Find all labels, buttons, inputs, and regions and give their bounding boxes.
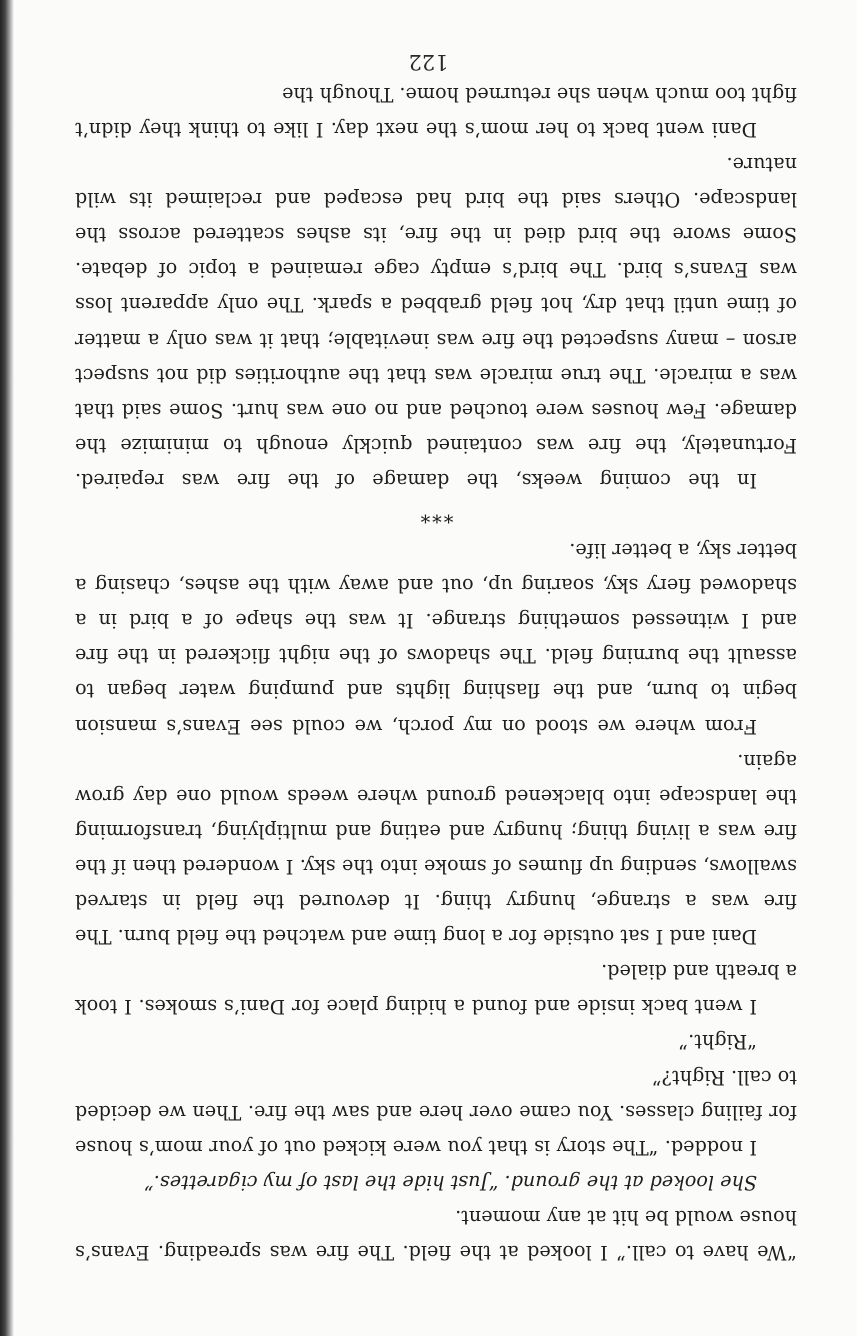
paragraph: She looked at the ground. “Just hide the last of my cigarettes.” — [143, 1170, 757, 1194]
paragraph: Dani and I sat outside for a long time and watched the field burn. The fire was a strange, hungry thing. It devoured the field in starved swallows, sending up flumes of smoke into the sky. I wondered then if the fire was a living thing; hungry and eating and multiplying, transforming the landscape into blackened ground where weeds would one day grow again. — [75, 749, 797, 949]
paragraph: I went back inside and found a hiding place for Dani’s smokes. I took a breath and dialed. — [75, 960, 797, 1019]
paragraph: “Right.” — [678, 1030, 757, 1054]
paragraph: From where we stood on my porch, we could see Evans’s mansion begin to burn, and the flashing lights and pumping water began to assault the burning field. The shadows of the night flickered in the fire and I witnessed something strange. It was the shape of a bird in a shadowed fiery sky, soaring up, out and away with the ashes, chasing a better sky, a better life. — [75, 539, 797, 738]
section-separator: *** — [418, 504, 454, 528]
paragraph: “We have to call.” I looked at the field. The fire was spreading. Evans’s house would be hit at any moment. — [75, 1205, 797, 1264]
paragraph: Dani went back to her mom’s the next day. I like to think they didn’t fight too much when she returned home. Though the — [75, 82, 797, 141]
page-number: 122 — [408, 50, 449, 74]
body-text — [75, 77, 797, 1270]
paragraph: I nodded. “The story is that you were kicked out of your mom’s house for failing classes. You came over here and saw the fire. Then we decided to call. Right?” — [75, 1065, 797, 1159]
paragraph: In the coming weeks, the damage of the fire was repaired. Fortunately, the fire was contained quickly enough to minimize the damage. Few houses were touched and no one was hurt. Some said that was a miracle. The true miracle was that the authorities did not suspect arson – many suspected the fire was inevitable; that it was only a matter of time until that dry, hot field grabbed a spark. The only apparent loss was Evans’s bird. The bird’s empty cage remained a topic of debate. Some swore the bird died in the fire, its ashes scattered across the landscape. Others said the bird had escaped and reclaimed its wild nature. — [75, 153, 797, 492]
binding-edge — [0, 0, 14, 1336]
